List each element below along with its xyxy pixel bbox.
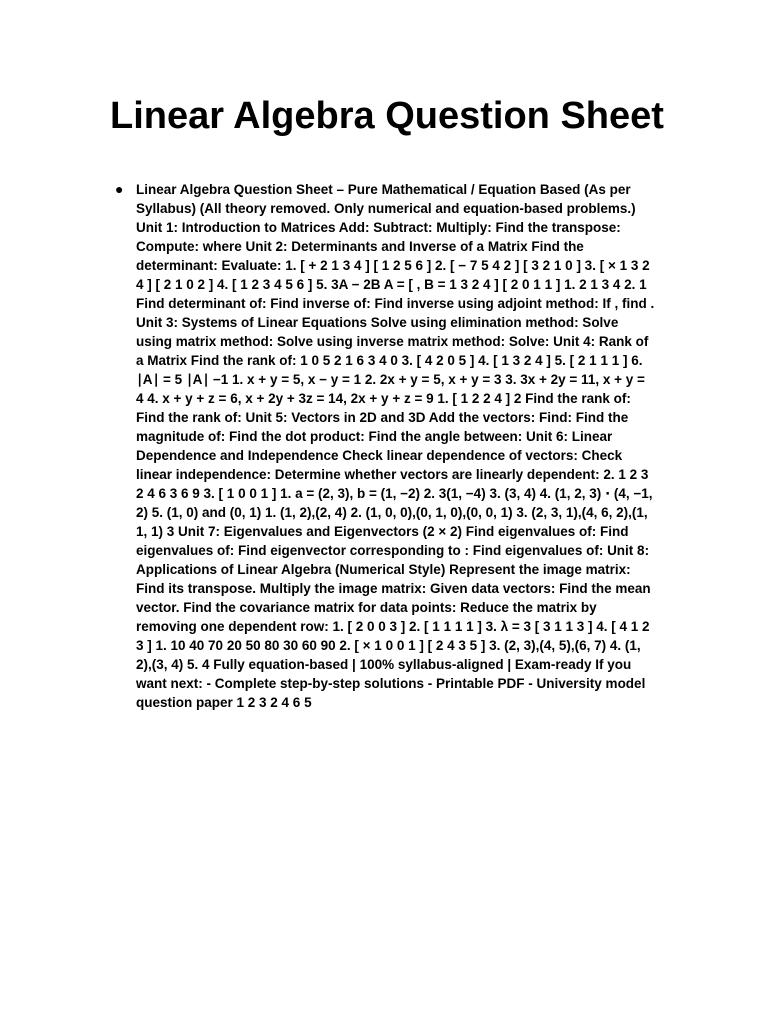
list-item [110,180,655,712]
bullet-icon: ● [115,181,124,197]
document-title: Linear Algebra Question Sheet [110,95,664,137]
bullet-list [110,180,655,712]
question-sheet-text: Linear Algebra Question Sheet – Pure Mathematical / Equation Based (As per Syllabus) (All theory removed. Only numerical and equation-based problems.) Unit 1: Introduction to Matrices Add: Subtract: Multiply: Find the transpose: Compute: where Unit 2: Determinants and Inverse of a Matrix Find the determinant: Evaluate: 1. [ + 2 1 3 4 ] [ 1 2 5 6 ] 2. [ − 7 5 4 2 ] [ 3 2 1 0 ] 3. [ × 1 3 2 4 ] [ 2 1 0 2 ] 4. [ 1 2 3 4 5 6 ] 5. 3A − 2B A = [ , B = 1 3 2 4 ] [ 2 0 1 1 ] 1. 2 1 3 4 2. 1 Find determinant of: Find inverse of: Find inverse using adjoint method: If , find . Unit 3: Systems of Linear Equations Solve using elimination method: Solve using matrix method: Solve using inverse matrix method: Solve: Unit 4: Rank of a Matrix Find the rank of: 1 0 5 2 1 6 3 4 0 3. [ 4 2 0 5 ] 4. [ 1 3 2 4 ] 5. [ 2 1 1 1 ] 6. ∣A∣ = 5 ∣A∣ −1 1. x + y = 5, x − y = 1 2. 2x + y = 5, x + y = 3 3. 3x + 2y = 11, x + y = 4 4. x + y + z = 6, x + 2y + 3z = 14, 2x + y + z = 9 1. [ 1 2 2 4 ] 2 Find the rank of: Find the rank of: Unit 5: Vectors in 2D and 3D Add the vectors: Find: Find the magnitude of: Find the dot product: Find the angle between: Unit 6: Linear Dependence and Independence Check linear dependence of vectors: Check linear independence: Determine whether vectors are linearly dependent: 2. 1 2 3 2 4 6 3 6 9 3. [ 1 0 0 1 ] 1. a = (2, 3), b = (1, −2) 2. 3(1, −4) 3. (3, 4) 4. (1, 2, 3) ⋅ (4, −1, 2) 5. (1, 0) and (0, 1) 1. (1, 2),(2, 4) 2. (1, 0, 0),(0, 1, 0),(0, 0, 1) 3. (2, 3, 1),(4, 6, 2),(1, 1, 1) 3 Unit 7: Eigenvalues and Eigenvectors (2 × 2) Find eigenvalues of: Find eigenvalues of: Find eigenvector corresponding to : Find eigenvalues of: Unit 8: Applications of Linear Algebra (Numerical Style) Represent the image matrix: Find its transpose. Multiply the image matrix: Given data vectors: Find the mean vector. Find the covariance matrix for data points: Reduce the matrix by removing one dependent row: 1. [ 2 0 0 3 ] 2. [ 1 1 1 1 ] 3. λ = 3 [ 3 1 1 3 ] 4. [ 4 1 2 3 ] 1. 10 40 70 20 50 80 30 60 90 2. [ × 1 0 0 1 ] [ 2 4 3 5 ] 3. (2, 3),(4, 5),(6, 7) 4. (1, 2),(3, 4) 5. 4 Fully equation-based | 100% syllabus-aligned | Exam-ready If you want next: - Complete step-by-step solutions - Printable PDF - University model question paper 1 2 3 2 4 6 5 [136,182,655,710]
